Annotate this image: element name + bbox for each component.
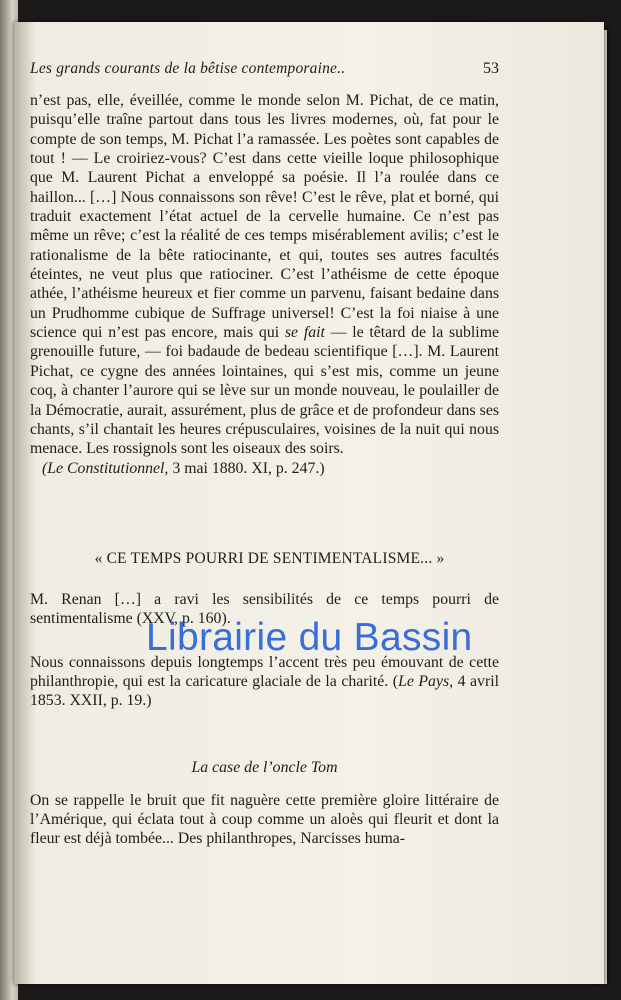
section-title: « CE TEMPS POURRI DE SENTIMENTALISME... » (94, 549, 445, 567)
paragraph-pichat-end: — le têtard de la sublime grenouille future, — foi badaude de bedeau scientifique […]. M. Laurent Pichat, ce cygne des années lointaines, qui s’est mis, comme un jeune coq, à chanter l’aurore qui se lève sur un monde nouveau, le poulailler de la Démocratie, aurait, assurément, plus de grâce et de profondeur dans ses chants, s’il chantait les heures crépusculaires, voisines de la nuit qui nous menace. Les rossignols sont les oiseaux des soirs. (30, 324, 499, 458)
source-citation-1 (30, 459, 499, 478)
page-number: 53 (483, 60, 499, 77)
subsection-title: La case de l’oncle Tom (191, 758, 338, 776)
running-head-title: Les grands courants de la bêtise contemporaine.. (30, 60, 346, 77)
source-citation-1-journal: (Le Constitutionnel, (42, 459, 169, 477)
paragraph-renan: M. Renan […] a ravi les sensibilités de ce temps pourri de sentimentalisme (XXV, p. 160). (30, 590, 499, 628)
paragraph-philanthropie-text: Nous connaissons depuis longtemps l’accent très peu émouvant de cette philanthropie, qui est la caricature glaciale de la charité. ( (30, 653, 499, 690)
paragraph-philanthropie (30, 653, 499, 711)
paragraph-pichat (30, 91, 499, 459)
paragraph-pichat-emphasis: se fait (284, 324, 325, 342)
running-head (30, 60, 499, 78)
bookseller-watermark: Librairie du Bassin (146, 616, 473, 659)
paragraph-philanthropie-end: 4 avril 1853. XXII, p. 19.) (30, 672, 499, 710)
paragraph-philanthropie-journal: Le Pays, (398, 672, 454, 690)
page-content (30, 60, 499, 849)
paragraph-oncle-tom: On se rappelle le bruit que fit naguère cette première gloire littéraire de l’Amérique, qui éclata tout à coup comme un aloès qui fleurit et dont la fleur est déjà tombée... Des philanthropes, Narcisses huma- (30, 791, 499, 848)
source-citation-1-rest: 3 mai 1880. XI, p. 247.) (168, 459, 325, 477)
paragraph-pichat-text: n’est pas, elle, éveillée, comme le monde selon M. Pichat, de ce matin, puisqu’elle traîne partout dans tous les livres modernes, où, fat pour le compte de son temps, M. Pichat l’a ramassée. Les poètes sont capables de tout ! — Le croiriez-vous? C’est dans cette vieille loque philosophique que M. Laurent Pichat a enveloppé sa poésie. Il l’a roulée dans ce haillon... […] Nous connaissons son rêve! C’est le rêve, plat et borné, qui traduit exactement l’état actuel de la cervelle humaine. Ce n’est pas même un rêve; c’est la réalité de ces temps misérablement avilis; c’est le rationalisme de la bête ratiocinante, et qui, toutes ses autres facultés éteintes, ne veut plus que ratiociner. C’est l’athéisme de cette époque athée, l’athéisme heureux et fier comme un parvenu, faisant bedaine dans un Prudhomme cubique de Suffrage universel! C’est la foi niaise à une science qui n’est pas encore, mais qui (30, 92, 499, 342)
